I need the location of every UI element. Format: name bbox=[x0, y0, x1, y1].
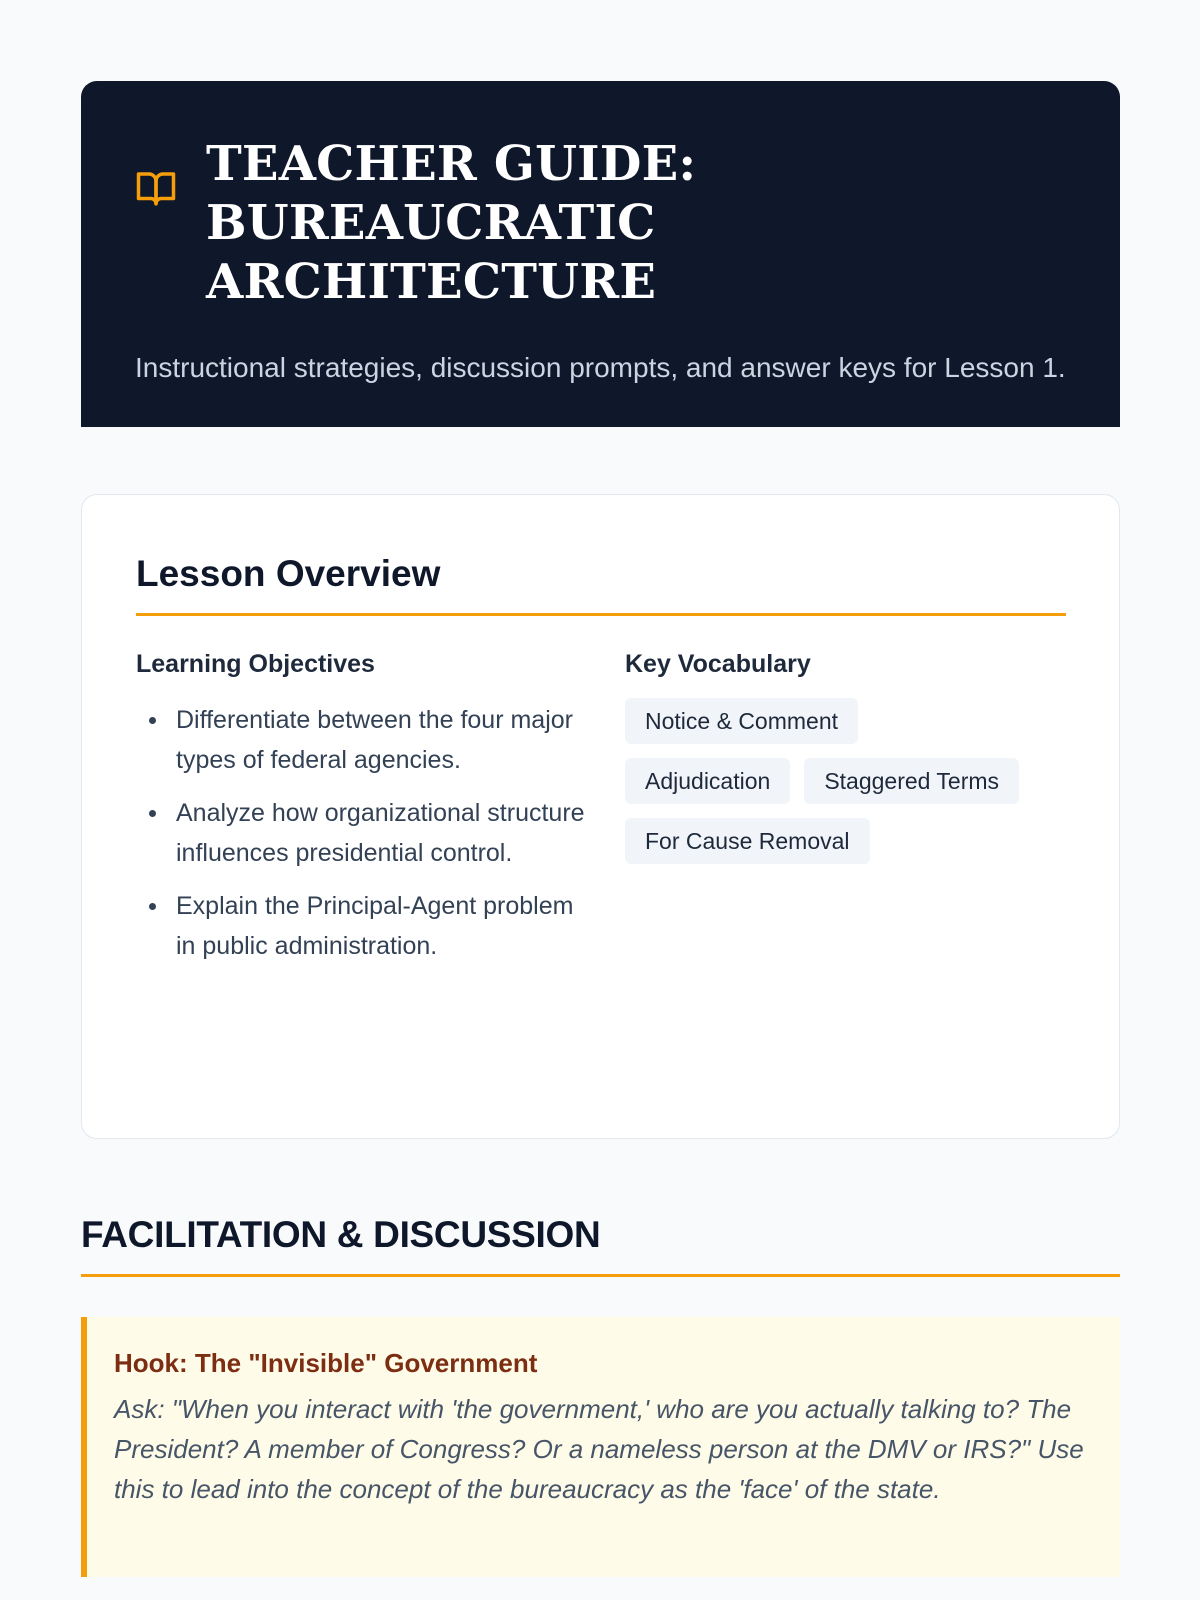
vocab-chip-notice-comment: Notice & Comment bbox=[625, 698, 858, 744]
learning-objectives-heading: Learning Objectives bbox=[136, 650, 375, 678]
vocabulary-chips bbox=[625, 698, 1065, 878]
objective-item: Analyze how organizational structure influences presidential control. bbox=[136, 793, 586, 873]
page-subtitle: Instructional strategies, discussion prompts, and answer keys for Lesson 1. bbox=[135, 352, 1066, 383]
facilitation-heading: FACILITATION & DISCUSSION bbox=[81, 1212, 1120, 1277]
learning-objectives-column bbox=[136, 648, 625, 979]
open-book-icon bbox=[135, 167, 177, 209]
hook-title: Hook: The "Invisible" Government bbox=[114, 1348, 538, 1378]
page-title: TEACHER GUIDE: BUREAUCRATIC ARCHITECTURE bbox=[206, 136, 697, 310]
overview-columns bbox=[136, 648, 1065, 979]
lesson-overview-title: Lesson Overview bbox=[136, 551, 1066, 616]
learning-objectives-list bbox=[136, 700, 625, 966]
key-vocabulary-column bbox=[625, 648, 1065, 979]
vocab-chip-adjudication: Adjudication bbox=[625, 758, 790, 804]
vocab-chip-staggered-terms: Staggered Terms bbox=[804, 758, 1019, 804]
objective-item: Differentiate between the four major types of federal agencies. bbox=[136, 700, 586, 780]
header-title-row bbox=[135, 135, 1066, 312]
objective-item: Explain the Principal-Agent problem in public administration. bbox=[136, 886, 586, 966]
vocab-chip-for-cause-removal: For Cause Removal bbox=[625, 818, 870, 864]
hook-callout bbox=[81, 1317, 1120, 1577]
guide-header bbox=[81, 81, 1120, 427]
hook-body: Ask: "When you interact with 'the government,' who are you actually talking to? The President? A member of Congress? Or a nameless person at the DMV or IRS?" Use this to lead into the concept of the bureaucracy as the 'face' of the state. bbox=[114, 1394, 1084, 1504]
lesson-overview-card bbox=[81, 494, 1120, 1139]
key-vocabulary-heading: Key Vocabulary bbox=[625, 650, 811, 678]
